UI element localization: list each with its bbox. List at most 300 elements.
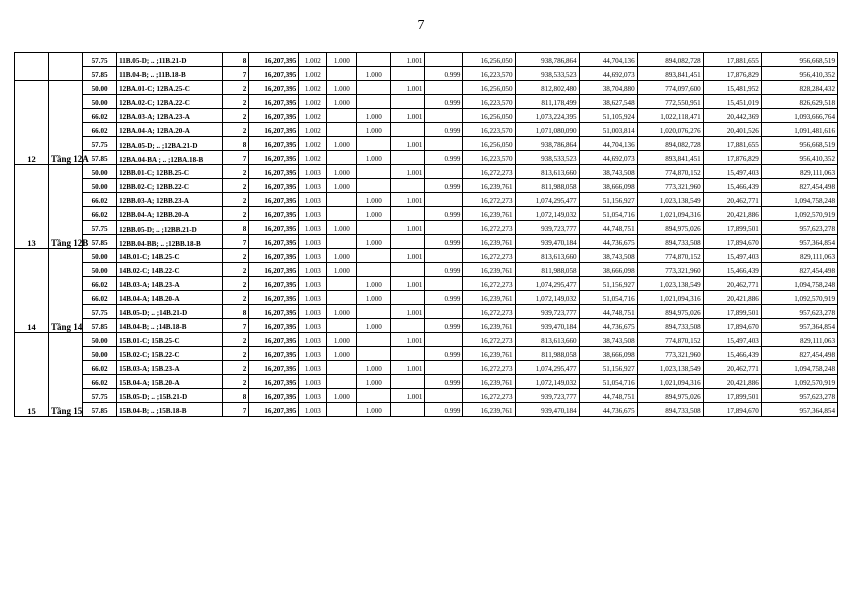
coef-5-cell (425, 109, 463, 123)
value-cell: 813,613,660 (515, 165, 579, 179)
base-price-cell: 16,207,395 (249, 151, 299, 165)
base-price-cell: 16,207,395 (249, 333, 299, 347)
unit-price-cell: 16,272,273 (463, 193, 515, 207)
coef-2-cell (327, 375, 357, 389)
table-row (15, 123, 838, 137)
quantity-cell: 2 (223, 249, 249, 263)
coef-1-cell: 1.003 (299, 235, 327, 249)
unit-price-cell: 16,223,570 (463, 67, 515, 81)
fee-cell: 17,894,670 (703, 319, 761, 333)
unit-price-cell: 16,272,273 (463, 333, 515, 347)
coef-1-cell: 1.003 (299, 221, 327, 235)
coef-3-cell (357, 95, 391, 109)
coef-5-cell: 0.999 (425, 319, 463, 333)
total-cell: 1,094,758,248 (761, 277, 837, 291)
base-price-cell: 16,207,395 (249, 263, 299, 277)
coef-5-cell: 0.999 (425, 179, 463, 193)
coef-1-cell: 1.003 (299, 179, 327, 193)
table-row (15, 137, 838, 151)
coef-5-cell: 0.999 (425, 67, 463, 81)
coef-4-cell (391, 151, 425, 165)
total-cell: 827,454,498 (761, 263, 837, 277)
coef-3-cell: 1.000 (357, 277, 391, 291)
unit-codes-cell: 15B.05-D; .. ;15B.21-D (117, 389, 223, 403)
fee-cell: 15,497,403 (703, 333, 761, 347)
fee-cell: 15,466,439 (703, 179, 761, 193)
coef-4-cell: 1.001 (391, 389, 425, 403)
group-number-cell: 15 (15, 333, 49, 417)
unit-codes-cell: 14B.02-C; 14B.22-C (117, 263, 223, 277)
coef-1-cell: 1.003 (299, 333, 327, 347)
unit-price-cell: 16,272,273 (463, 249, 515, 263)
table-row (15, 67, 838, 81)
base-price-cell: 16,207,395 (249, 389, 299, 403)
unit-price-cell: 16,239,761 (463, 375, 515, 389)
group-number-cell: 14 (15, 249, 49, 333)
deduction-cell: 38,666,098 (579, 347, 637, 361)
area-cell: 66.02 (83, 361, 117, 375)
base-price-cell: 16,207,395 (249, 165, 299, 179)
net-value-cell: 1,021,094,316 (637, 291, 703, 305)
net-value-cell: 1,023,138,549 (637, 277, 703, 291)
deduction-cell: 51,054,716 (579, 207, 637, 221)
quantity-cell: 7 (223, 319, 249, 333)
deduction-cell: 44,704,136 (579, 137, 637, 151)
coef-1-cell: 1.003 (299, 305, 327, 319)
fee-cell: 17,894,670 (703, 403, 761, 417)
quantity-cell: 2 (223, 375, 249, 389)
unit-codes-cell: 14B.04-A; 14B.20-A (117, 291, 223, 305)
quantity-cell: 8 (223, 389, 249, 403)
quantity-cell: 2 (223, 277, 249, 291)
fee-cell: 17,899,501 (703, 389, 761, 403)
coef-2-cell: 1.000 (327, 347, 357, 361)
coef-2-cell: 1.000 (327, 95, 357, 109)
coef-3-cell (357, 249, 391, 263)
area-cell: 66.02 (83, 123, 117, 137)
unit-codes-cell: 12BA.05-D; .. ;12BA.21-D (117, 137, 223, 151)
quantity-cell: 8 (223, 305, 249, 319)
base-price-cell: 16,207,395 (249, 137, 299, 151)
coef-2-cell (327, 361, 357, 375)
net-value-cell: 894,975,026 (637, 305, 703, 319)
unit-price-cell: 16,239,761 (463, 179, 515, 193)
quantity-cell: 7 (223, 151, 249, 165)
base-price-cell: 16,207,395 (249, 179, 299, 193)
coef-5-cell (425, 361, 463, 375)
table-row (15, 319, 838, 333)
value-cell: 1,074,295,477 (515, 193, 579, 207)
net-value-cell: 1,022,118,471 (637, 109, 703, 123)
deduction-cell: 44,748,751 (579, 389, 637, 403)
unit-price-cell: 16,223,570 (463, 95, 515, 109)
area-cell: 57.85 (83, 403, 117, 417)
base-price-cell: 16,207,395 (249, 67, 299, 81)
net-value-cell: 773,321,960 (637, 347, 703, 361)
deduction-cell: 44,692,073 (579, 151, 637, 165)
deduction-cell: 38,704,880 (579, 81, 637, 95)
quantity-cell: 8 (223, 53, 249, 67)
coef-2-cell: 1.000 (327, 221, 357, 235)
base-price-cell: 16,207,395 (249, 193, 299, 207)
base-price-cell: 16,207,395 (249, 95, 299, 109)
coef-1-cell: 1.003 (299, 249, 327, 263)
total-cell: 1,092,570,919 (761, 291, 837, 305)
area-cell: 57.75 (83, 305, 117, 319)
coef-5-cell: 0.999 (425, 291, 463, 305)
quantity-cell: 7 (223, 235, 249, 249)
fee-cell: 17,881,655 (703, 53, 761, 67)
unit-price-cell: 16,272,273 (463, 389, 515, 403)
value-cell: 811,988,058 (515, 179, 579, 193)
group-number-cell: 13 (15, 165, 49, 249)
table-row (15, 361, 838, 375)
total-cell: 957,364,854 (761, 235, 837, 249)
area-cell: 50.00 (83, 179, 117, 193)
deduction-cell: 44,736,675 (579, 235, 637, 249)
net-value-cell: 894,733,508 (637, 235, 703, 249)
table-body (15, 53, 838, 417)
coef-5-cell (425, 81, 463, 95)
coef-5-cell (425, 193, 463, 207)
quantity-cell: 2 (223, 179, 249, 193)
floor-label-cell (49, 53, 83, 81)
net-value-cell: 893,841,451 (637, 67, 703, 81)
fee-cell: 15,451,019 (703, 95, 761, 109)
unit-price-cell: 16,239,761 (463, 403, 515, 417)
quantity-cell: 2 (223, 123, 249, 137)
base-price-cell: 16,207,395 (249, 403, 299, 417)
coef-3-cell (357, 333, 391, 347)
total-cell: 957,623,278 (761, 305, 837, 319)
unit-price-table (14, 52, 838, 417)
coef-3-cell: 1.000 (357, 123, 391, 137)
deduction-cell: 38,666,098 (579, 179, 637, 193)
fee-cell: 17,899,501 (703, 305, 761, 319)
total-cell: 956,410,352 (761, 67, 837, 81)
coef-1-cell: 1.003 (299, 165, 327, 179)
coef-3-cell: 1.000 (357, 151, 391, 165)
coef-2-cell (327, 291, 357, 305)
floor-label-cell: Tầng 12B (49, 165, 83, 249)
unit-codes-cell: 14B.05-D; .. ;14B.21-D (117, 305, 223, 319)
unit-price-cell: 16,239,761 (463, 235, 515, 249)
table-row (15, 81, 838, 95)
value-cell: 938,533,523 (515, 67, 579, 81)
coef-5-cell (425, 137, 463, 151)
net-value-cell: 893,841,451 (637, 151, 703, 165)
unit-price-cell: 16,239,761 (463, 347, 515, 361)
coef-2-cell: 1.000 (327, 263, 357, 277)
table-row (15, 109, 838, 123)
area-cell: 57.75 (83, 53, 117, 67)
quantity-cell: 2 (223, 207, 249, 221)
coef-1-cell: 1.003 (299, 207, 327, 221)
coef-2-cell: 1.000 (327, 249, 357, 263)
coef-5-cell (425, 249, 463, 263)
coef-2-cell: 1.000 (327, 333, 357, 347)
value-cell: 939,470,184 (515, 319, 579, 333)
group-number-cell: 12 (15, 81, 49, 165)
coef-1-cell: 1.003 (299, 361, 327, 375)
total-cell: 1,093,666,764 (761, 109, 837, 123)
fee-cell: 15,466,439 (703, 263, 761, 277)
value-cell: 1,071,080,090 (515, 123, 579, 137)
coef-1-cell: 1.002 (299, 109, 327, 123)
value-cell: 939,723,777 (515, 221, 579, 235)
coef-1-cell: 1.002 (299, 67, 327, 81)
unit-price-cell: 16,239,761 (463, 319, 515, 333)
unit-price-cell: 16,272,273 (463, 305, 515, 319)
value-cell: 1,072,149,032 (515, 291, 579, 305)
net-value-cell: 774,870,152 (637, 165, 703, 179)
table-row (15, 53, 838, 67)
coef-2-cell: 1.000 (327, 179, 357, 193)
base-price-cell: 16,207,395 (249, 221, 299, 235)
coef-1-cell: 1.003 (299, 319, 327, 333)
net-value-cell: 894,082,728 (637, 137, 703, 151)
coef-2-cell: 1.000 (327, 165, 357, 179)
deduction-cell: 38,743,508 (579, 333, 637, 347)
coef-3-cell (357, 137, 391, 151)
base-price-cell: 16,207,395 (249, 291, 299, 305)
value-cell: 939,470,184 (515, 403, 579, 417)
table-row (15, 207, 838, 221)
table-row (15, 235, 838, 249)
coef-4-cell (391, 319, 425, 333)
unit-price-cell: 16,272,273 (463, 221, 515, 235)
coef-5-cell: 0.999 (425, 403, 463, 417)
value-cell: 939,470,184 (515, 235, 579, 249)
base-price-cell: 16,207,395 (249, 347, 299, 361)
total-cell: 1,091,481,616 (761, 123, 837, 137)
coef-3-cell: 1.000 (357, 361, 391, 375)
unit-codes-cell: 14B.01-C; 14B.25-C (117, 249, 223, 263)
unit-price-cell: 16,272,273 (463, 361, 515, 375)
table-row (15, 277, 838, 291)
unit-price-cell: 16,239,761 (463, 291, 515, 305)
coef-1-cell: 1.003 (299, 193, 327, 207)
group-number-cell (15, 53, 49, 81)
coef-5-cell: 0.999 (425, 235, 463, 249)
coef-3-cell: 1.000 (357, 291, 391, 305)
fee-cell: 20,421,886 (703, 375, 761, 389)
value-cell: 939,723,777 (515, 389, 579, 403)
base-price-cell: 16,207,395 (249, 207, 299, 221)
base-price-cell: 16,207,395 (249, 361, 299, 375)
floor-label-cell: Tầng 14 (49, 249, 83, 333)
table-row (15, 263, 838, 277)
quantity-cell: 8 (223, 137, 249, 151)
fee-cell: 20,462,771 (703, 277, 761, 291)
coef-4-cell: 1.001 (391, 53, 425, 67)
value-cell: 812,802,480 (515, 81, 579, 95)
deduction-cell: 44,748,751 (579, 221, 637, 235)
net-value-cell: 1,023,138,549 (637, 193, 703, 207)
unit-codes-cell: 15B.01-C; 15B.25-C (117, 333, 223, 347)
unit-codes-cell: 12BA.01-C; 12BA.25-C (117, 81, 223, 95)
unit-codes-cell: 11B.04-B; .. ;11B.18-B (117, 67, 223, 81)
value-cell: 1,074,295,477 (515, 277, 579, 291)
coef-5-cell (425, 277, 463, 291)
unit-price-cell: 16,272,273 (463, 277, 515, 291)
coef-3-cell: 1.000 (357, 375, 391, 389)
fee-cell: 20,462,771 (703, 361, 761, 375)
table-row (15, 249, 838, 263)
coef-2-cell (327, 67, 357, 81)
coef-2-cell (327, 403, 357, 417)
table-row (15, 179, 838, 193)
coef-5-cell (425, 333, 463, 347)
coef-5-cell: 0.999 (425, 123, 463, 137)
area-cell: 50.00 (83, 249, 117, 263)
coef-2-cell: 1.000 (327, 389, 357, 403)
fee-cell: 17,876,829 (703, 67, 761, 81)
value-cell: 1,072,149,032 (515, 207, 579, 221)
coef-3-cell: 1.000 (357, 319, 391, 333)
coef-3-cell: 1.000 (357, 193, 391, 207)
coef-1-cell: 1.002 (299, 53, 327, 67)
coef-1-cell: 1.002 (299, 123, 327, 137)
base-price-cell: 16,207,395 (249, 81, 299, 95)
coef-5-cell: 0.999 (425, 263, 463, 277)
coef-3-cell (357, 179, 391, 193)
area-cell: 57.85 (83, 235, 117, 249)
coef-4-cell: 1.001 (391, 333, 425, 347)
total-cell: 957,623,278 (761, 389, 837, 403)
coef-3-cell (357, 165, 391, 179)
net-value-cell: 774,870,152 (637, 249, 703, 263)
coef-3-cell: 1.000 (357, 207, 391, 221)
total-cell: 829,111,063 (761, 165, 837, 179)
area-cell: 57.85 (83, 319, 117, 333)
deduction-cell: 51,003,814 (579, 123, 637, 137)
quantity-cell: 2 (223, 95, 249, 109)
coef-4-cell (391, 291, 425, 305)
deduction-cell: 51,054,716 (579, 375, 637, 389)
table-row (15, 291, 838, 305)
unit-price-cell: 16,223,570 (463, 151, 515, 165)
coef-1-cell: 1.003 (299, 291, 327, 305)
unit-codes-cell: 12BB.02-C; 12BB.22-C (117, 179, 223, 193)
unit-codes-cell: 12BA.04-BA ; .. ;12BA.18-B (117, 151, 223, 165)
unit-price-cell: 16,239,761 (463, 207, 515, 221)
coef-3-cell (357, 347, 391, 361)
base-price-cell: 16,207,395 (249, 123, 299, 137)
value-cell: 939,723,777 (515, 305, 579, 319)
table-row (15, 375, 838, 389)
net-value-cell: 894,975,026 (637, 389, 703, 403)
coef-1-cell: 1.002 (299, 81, 327, 95)
net-value-cell: 773,321,960 (637, 179, 703, 193)
quantity-cell: 2 (223, 165, 249, 179)
fee-cell: 20,421,886 (703, 207, 761, 221)
base-price-cell: 16,207,395 (249, 109, 299, 123)
coef-1-cell: 1.003 (299, 263, 327, 277)
table-row (15, 193, 838, 207)
fee-cell: 15,497,403 (703, 165, 761, 179)
value-cell: 813,613,660 (515, 249, 579, 263)
quantity-cell: 2 (223, 333, 249, 347)
area-cell: 50.00 (83, 95, 117, 109)
coef-1-cell: 1.003 (299, 277, 327, 291)
table-row (15, 221, 838, 235)
coef-1-cell: 1.002 (299, 95, 327, 109)
base-price-cell: 16,207,395 (249, 305, 299, 319)
coef-4-cell: 1.001 (391, 165, 425, 179)
unit-codes-cell: 12BA.03-A; 12BA.23-A (117, 109, 223, 123)
value-cell: 1,072,149,032 (515, 375, 579, 389)
quantity-cell: 2 (223, 81, 249, 95)
net-value-cell: 772,550,951 (637, 95, 703, 109)
base-price-cell: 16,207,395 (249, 249, 299, 263)
unit-codes-cell: 12BA.02-C; 12BA.22-C (117, 95, 223, 109)
coef-2-cell: 1.000 (327, 137, 357, 151)
coef-2-cell (327, 193, 357, 207)
coef-2-cell (327, 123, 357, 137)
net-value-cell: 894,733,508 (637, 319, 703, 333)
total-cell: 957,623,278 (761, 221, 837, 235)
value-cell: 1,074,295,477 (515, 361, 579, 375)
coef-2-cell (327, 235, 357, 249)
deduction-cell: 44,736,675 (579, 403, 637, 417)
table-row (15, 151, 838, 165)
total-cell: 827,454,498 (761, 179, 837, 193)
coef-4-cell (391, 263, 425, 277)
fee-cell: 15,466,439 (703, 347, 761, 361)
value-cell: 811,988,058 (515, 347, 579, 361)
base-price-cell: 16,207,395 (249, 277, 299, 291)
table-row (15, 403, 838, 417)
coef-4-cell (391, 207, 425, 221)
base-price-cell: 16,207,395 (249, 53, 299, 67)
unit-codes-cell: 14B.04-B; .. ;14B.18-B (117, 319, 223, 333)
coef-3-cell: 1.000 (357, 109, 391, 123)
fee-cell: 17,899,501 (703, 221, 761, 235)
deduction-cell: 51,156,927 (579, 277, 637, 291)
page-number: 7 (417, 18, 425, 33)
coef-4-cell: 1.001 (391, 361, 425, 375)
quantity-cell: 2 (223, 263, 249, 277)
net-value-cell: 894,082,728 (637, 53, 703, 67)
quantity-cell: 7 (223, 403, 249, 417)
unit-price-cell: 16,239,761 (463, 263, 515, 277)
total-cell: 826,629,518 (761, 95, 837, 109)
quantity-cell: 2 (223, 347, 249, 361)
area-cell: 57.85 (83, 67, 117, 81)
value-cell: 938,786,864 (515, 53, 579, 67)
coef-5-cell (425, 53, 463, 67)
fee-cell: 15,481,952 (703, 81, 761, 95)
quantity-cell: 8 (223, 221, 249, 235)
unit-codes-cell: 12BA.04-A; 12BA.20-A (117, 123, 223, 137)
unit-price-cell: 16,223,570 (463, 123, 515, 137)
fee-cell: 17,876,829 (703, 151, 761, 165)
value-cell: 938,533,523 (515, 151, 579, 165)
coef-1-cell: 1.002 (299, 151, 327, 165)
coef-2-cell: 1.000 (327, 305, 357, 319)
coef-4-cell (391, 347, 425, 361)
area-cell: 66.02 (83, 207, 117, 221)
floor-label-cell: Tầng 15 (49, 333, 83, 417)
coef-4-cell: 1.001 (391, 137, 425, 151)
fee-cell: 20,401,526 (703, 123, 761, 137)
area-cell: 50.00 (83, 165, 117, 179)
unit-price-cell: 16,256,050 (463, 109, 515, 123)
coef-5-cell (425, 221, 463, 235)
coef-2-cell (327, 277, 357, 291)
net-value-cell: 1,021,094,316 (637, 207, 703, 221)
